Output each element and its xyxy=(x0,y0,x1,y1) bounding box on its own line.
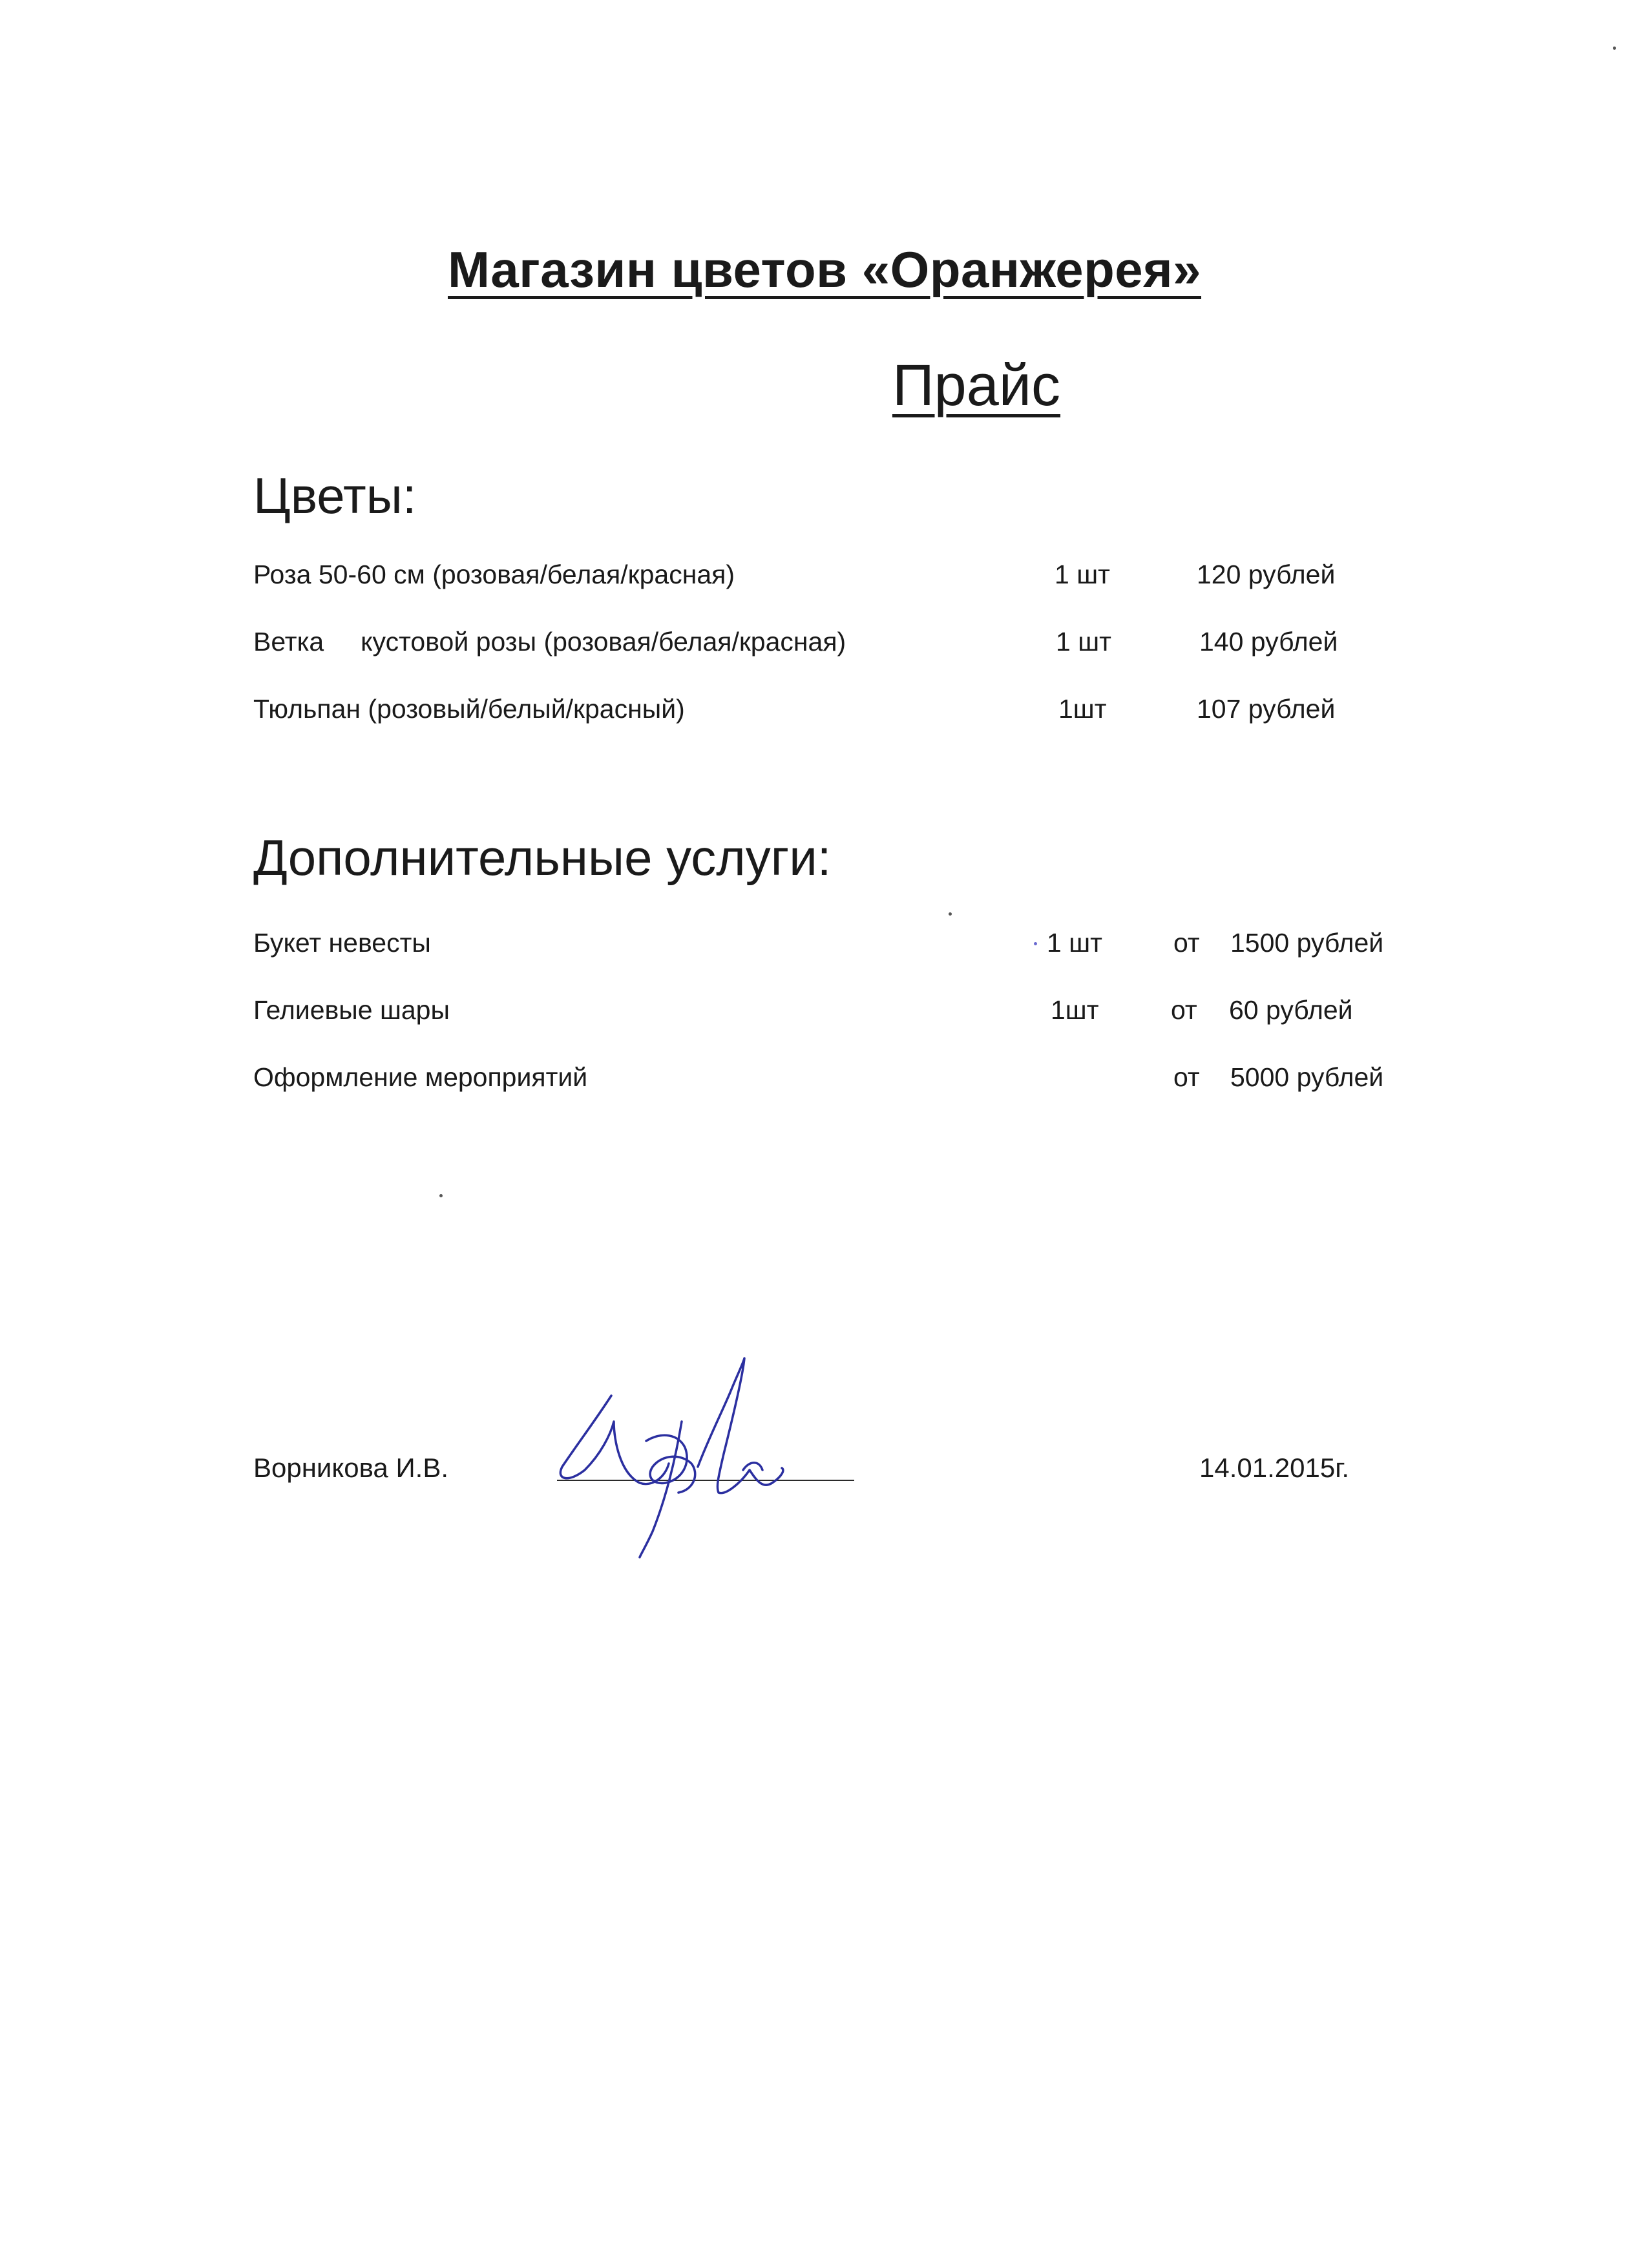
signer-name: Ворникова И.В. xyxy=(253,1453,448,1483)
item-price: 60 рублей xyxy=(1229,995,1353,1025)
item-price: 5000 рублей xyxy=(1230,1062,1384,1092)
scan-speck xyxy=(439,1194,443,1197)
scan-speck xyxy=(1613,47,1616,50)
item-name: Ветка кустовой розы (розовая/белая/красная) xyxy=(253,627,846,656)
service-row-event-decoration xyxy=(0,1062,1649,1101)
item-qty: 1 шт xyxy=(1047,928,1102,958)
flowers-heading: Цветы: xyxy=(253,467,417,524)
item-price: 120 рублей xyxy=(1197,560,1336,589)
item-price: 140 рублей xyxy=(1199,627,1338,656)
flower-row-tulip xyxy=(0,694,1649,733)
shop-title: Магазин цветов «Оранжерея» xyxy=(447,241,1202,298)
item-name: Тюльпан (розовый/белый/красный) xyxy=(253,694,685,724)
item-from: от xyxy=(1173,928,1200,958)
item-qty: 1шт xyxy=(1051,995,1099,1025)
item-name: Гелиевые шары xyxy=(253,995,450,1025)
service-row-bridal-bouquet xyxy=(0,928,1649,967)
item-from: от xyxy=(1171,995,1197,1025)
services-heading: Дополнительные услуги: xyxy=(253,829,832,886)
price-list-subtitle: Прайс xyxy=(892,353,1061,418)
item-price: 107 рублей xyxy=(1197,694,1336,724)
item-qty: 1 шт xyxy=(1056,627,1111,656)
handwritten-signature xyxy=(549,1344,808,1564)
flower-row-spray-rose xyxy=(0,627,1649,666)
scan-speck xyxy=(1034,942,1037,945)
item-name: Букет невесты xyxy=(253,928,431,958)
document-date: 14.01.2015г. xyxy=(1199,1453,1350,1483)
item-from: от xyxy=(1173,1062,1200,1092)
item-qty: 1шт xyxy=(1058,694,1107,724)
service-row-helium-balloons xyxy=(0,995,1649,1034)
item-name: Оформление мероприятий xyxy=(253,1062,588,1092)
signature-footer xyxy=(0,1453,1649,1504)
item-qty: 1 шт xyxy=(1055,560,1110,589)
item-name: Роза 50-60 см (розовая/белая/красная) xyxy=(253,560,735,589)
flower-row-rose xyxy=(0,560,1649,598)
item-price: 1500 рублей xyxy=(1230,928,1384,958)
scan-speck xyxy=(949,912,952,916)
